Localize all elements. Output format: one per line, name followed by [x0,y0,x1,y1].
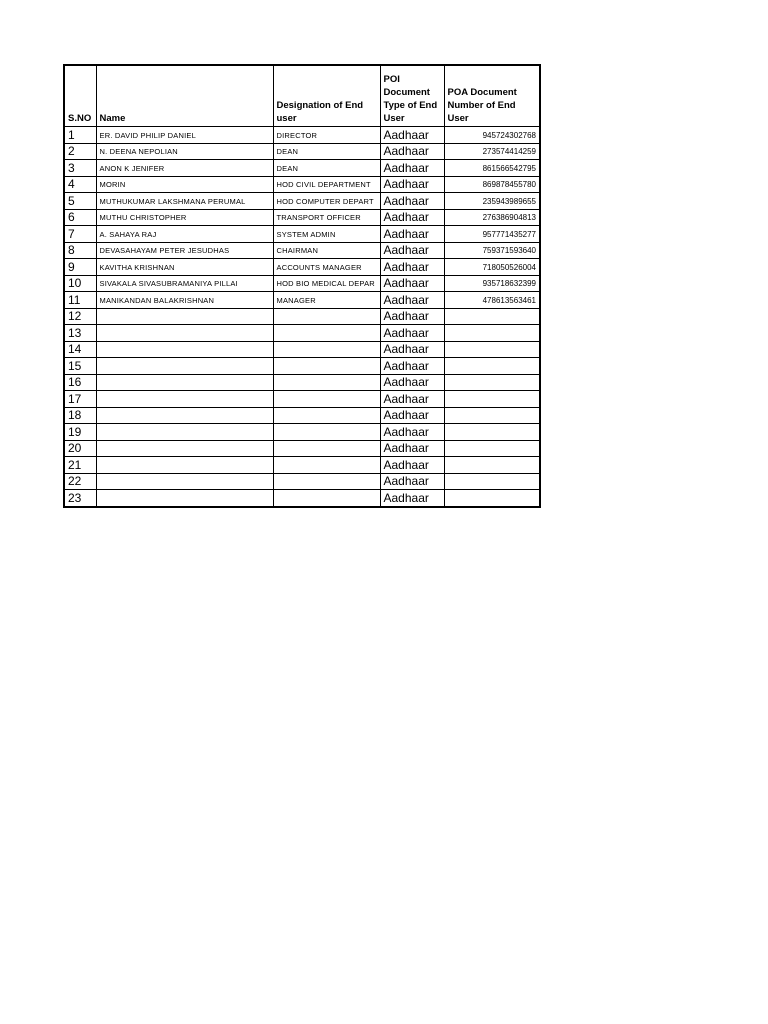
cell-sno[interactable]: 8 [64,242,96,259]
table-row [64,341,540,358]
cell-name[interactable] [96,341,273,358]
header-row [64,65,540,127]
cell-name[interactable] [96,391,273,408]
cell-poi-type[interactable]: Aadhaar [380,193,444,210]
cell-sno[interactable]: 6 [64,209,96,226]
cell-poa-number[interactable]: 759371593640 [444,242,540,259]
cell-name[interactable] [96,424,273,441]
cell-poa-number[interactable] [444,407,540,424]
cell-name[interactable]: A. SAHAYA RAJ [96,226,273,243]
cell-poi-type[interactable]: Aadhaar [380,127,444,144]
header-poi-type[interactable]: POI Document Type of End User [380,65,444,127]
cell-poa-number[interactable]: 276386904813 [444,209,540,226]
cell-name[interactable] [96,490,273,507]
table-row [64,242,540,259]
cell-sno[interactable]: 13 [64,325,96,342]
table-row [64,490,540,507]
cell-name[interactable] [96,308,273,325]
table-row [64,275,540,292]
cell-designation[interactable] [273,341,380,358]
cell-sno[interactable]: 3 [64,160,96,177]
header-sno[interactable]: S.NO [64,65,96,127]
cell-poi-type[interactable]: Aadhaar [380,308,444,325]
cell-poi-type[interactable]: Aadhaar [380,226,444,243]
table-row [64,424,540,441]
cell-name[interactable]: MUTHU CHRISTOPHER [96,209,273,226]
table-row [64,160,540,177]
cell-name[interactable]: KAVITHA KRISHNAN [96,259,273,276]
table-row [64,259,540,276]
cell-designation[interactable] [273,473,380,490]
cell-poa-number[interactable]: 478613563461 [444,292,540,309]
cell-poa-number[interactable]: 935718632399 [444,275,540,292]
cell-sno[interactable]: 18 [64,407,96,424]
cell-sno[interactable]: 14 [64,341,96,358]
cell-poi-type[interactable]: Aadhaar [380,292,444,309]
cell-name[interactable]: ER. DAVID PHILIP DANIEL [96,127,273,144]
cell-poi-type[interactable]: Aadhaar [380,341,444,358]
cell-poi-type[interactable]: Aadhaar [380,391,444,408]
cell-poa-number[interactable]: 235943989655 [444,193,540,210]
table-row [64,209,540,226]
cell-poi-type[interactable]: Aadhaar [380,490,444,507]
cell-sno[interactable]: 9 [64,259,96,276]
cell-designation[interactable]: HOD BIO MEDICAL DEPAR [273,275,380,292]
cell-sno[interactable]: 17 [64,391,96,408]
cell-poi-type[interactable]: Aadhaar [380,275,444,292]
cell-name[interactable]: MORIN [96,176,273,193]
cell-name[interactable]: N. DEENA NEPOLIAN [96,143,273,160]
cell-name[interactable]: DEVASAHAYAM PETER JESUDHAS [96,242,273,259]
cell-name[interactable] [96,407,273,424]
cell-name[interactable]: MANIKANDAN BALAKRISHNAN [96,292,273,309]
table-row [64,143,540,160]
cell-sno[interactable]: 4 [64,176,96,193]
cell-sno[interactable]: 19 [64,424,96,441]
cell-designation[interactable]: TRANSPORT OFFICER [273,209,380,226]
cell-poa-number[interactable]: 945724302768 [444,127,540,144]
cell-sno[interactable]: 23 [64,490,96,507]
table-row [64,457,540,474]
table-row [64,127,540,144]
header-name[interactable]: Name [96,65,273,127]
cell-designation[interactable] [273,490,380,507]
cell-sno[interactable]: 22 [64,473,96,490]
cell-designation[interactable] [273,308,380,325]
cell-name[interactable] [96,358,273,375]
cell-poa-number[interactable]: 273574414259 [444,143,540,160]
cell-sno[interactable]: 16 [64,374,96,391]
cell-sno[interactable]: 11 [64,292,96,309]
cell-poi-type[interactable]: Aadhaar [380,457,444,474]
cell-designation[interactable] [273,374,380,391]
cell-poi-type[interactable]: Aadhaar [380,242,444,259]
cell-sno[interactable]: 12 [64,308,96,325]
table-row [64,473,540,490]
cell-poa-number[interactable] [444,374,540,391]
cell-name[interactable]: ANON K JENIFER [96,160,273,177]
cell-poa-number[interactable]: 869878455780 [444,176,540,193]
cell-designation[interactable]: DEAN [273,160,380,177]
cell-designation[interactable] [273,424,380,441]
cell-designation[interactable]: HOD CIVIL DEPARTMENT [273,176,380,193]
table-row [64,407,540,424]
cell-poa-number[interactable]: 957771435277 [444,226,540,243]
cell-poa-number[interactable] [444,490,540,507]
header-poa-number[interactable]: POA Document Number of End User [444,65,540,127]
cell-designation[interactable]: SYSTEM ADMIN [273,226,380,243]
cell-sno[interactable]: 20 [64,440,96,457]
cell-poi-type[interactable]: Aadhaar [380,209,444,226]
table-row [64,391,540,408]
cell-designation[interactable]: DIRECTOR [273,127,380,144]
table-row [64,374,540,391]
cell-sno[interactable]: 7 [64,226,96,243]
cell-sno[interactable]: 21 [64,457,96,474]
cell-poi-type[interactable]: Aadhaar [380,424,444,441]
cell-poi-type[interactable]: Aadhaar [380,440,444,457]
cell-sno[interactable]: 2 [64,143,96,160]
cell-designation[interactable] [273,440,380,457]
header-designation[interactable]: Designation of End user [273,65,380,127]
table-row [64,292,540,309]
cell-poa-number[interactable] [444,424,540,441]
cell-poi-type[interactable]: Aadhaar [380,407,444,424]
cell-name[interactable]: SIVAKALA SIVASUBRAMANIYA PILLAI [96,275,273,292]
cell-poa-number[interactable] [444,473,540,490]
cell-poa-number[interactable] [444,325,540,342]
cell-poi-type[interactable]: Aadhaar [380,325,444,342]
cell-poi-type[interactable]: Aadhaar [380,374,444,391]
cell-sno[interactable]: 10 [64,275,96,292]
cell-poi-type[interactable]: Aadhaar [380,473,444,490]
table-row [64,226,540,243]
table-row [64,358,540,375]
cell-designation[interactable]: CHAIRMAN [273,242,380,259]
cell-poi-type[interactable]: Aadhaar [380,259,444,276]
cell-poa-number[interactable]: 718050526004 [444,259,540,276]
cell-designation[interactable]: HOD COMPUTER DEPART [273,193,380,210]
cell-poi-type[interactable]: Aadhaar [380,176,444,193]
cell-designation[interactable]: ACCOUNTS MANAGER [273,259,380,276]
table-row [64,440,540,457]
cell-designation[interactable] [273,407,380,424]
cell-poi-type[interactable]: Aadhaar [380,160,444,177]
cell-name[interactable] [96,440,273,457]
cell-name[interactable] [96,473,273,490]
cell-name[interactable] [96,374,273,391]
table-row [64,176,540,193]
cell-name[interactable] [96,457,273,474]
cell-poa-number[interactable] [444,358,540,375]
cell-poa-number[interactable] [444,457,540,474]
table-row [64,308,540,325]
cell-designation[interactable] [273,325,380,342]
cell-designation[interactable] [273,358,380,375]
cell-poa-number[interactable] [444,440,540,457]
cell-sno[interactable]: 1 [64,127,96,144]
table-row [64,193,540,210]
cell-designation[interactable]: MANAGER [273,292,380,309]
cell-designation[interactable]: DEAN [273,143,380,160]
table-row [64,325,540,342]
cell-poa-number[interactable] [444,391,540,408]
cell-designation[interactable] [273,457,380,474]
end-user-table [63,64,541,508]
cell-poi-type[interactable]: Aadhaar [380,358,444,375]
cell-poa-number[interactable] [444,341,540,358]
cell-poa-number[interactable] [444,308,540,325]
cell-sno[interactable]: 5 [64,193,96,210]
cell-poi-type[interactable]: Aadhaar [380,143,444,160]
cell-sno[interactable]: 15 [64,358,96,375]
cell-name[interactable] [96,325,273,342]
cell-poa-number[interactable]: 861566542795 [444,160,540,177]
cell-designation[interactable] [273,391,380,408]
cell-name[interactable]: MUTHUKUMAR LAKSHMANA PERUMAL [96,193,273,210]
